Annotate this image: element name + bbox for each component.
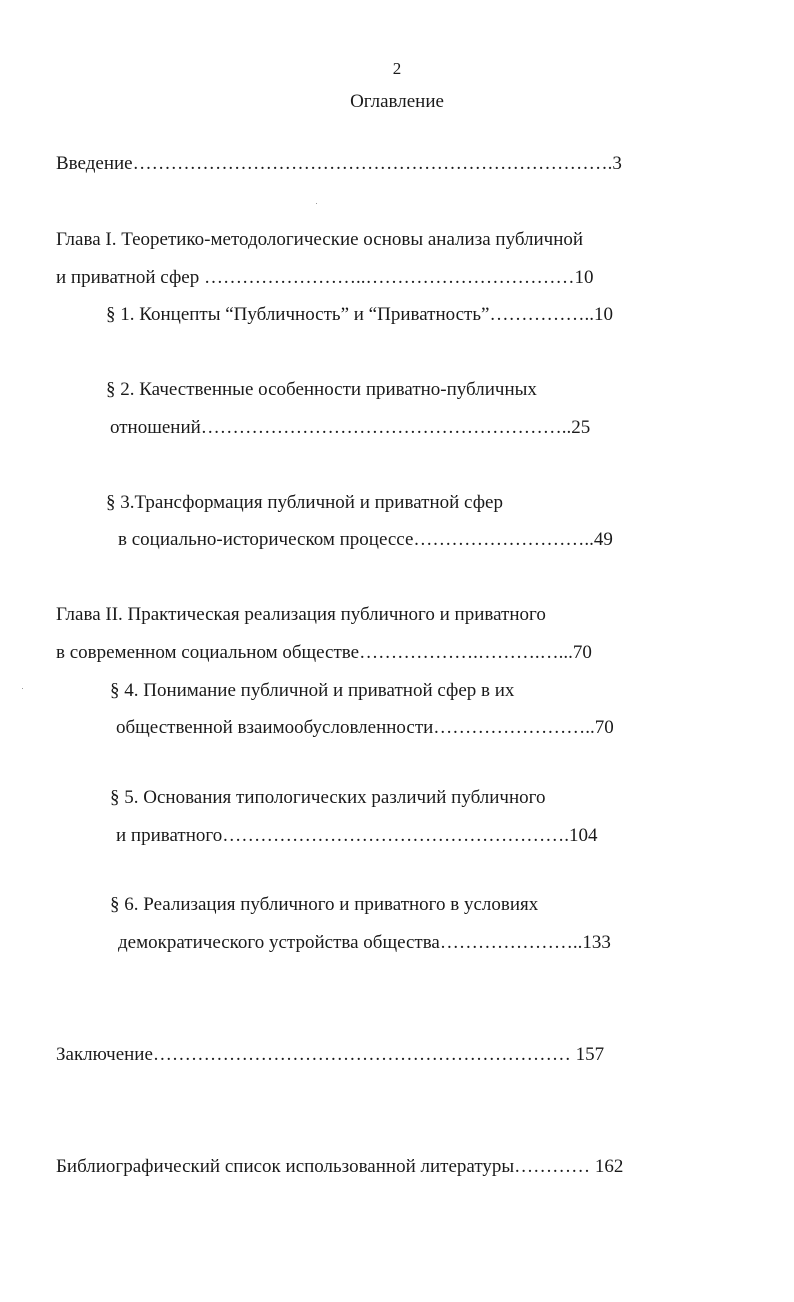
toc-entry-section-6-line-2: демократического устройства общества…………………..133	[118, 932, 611, 953]
scan-speck	[22, 688, 23, 689]
toc-entry-section-3-line-1: § 3.Трансформация публичной и приватной сфер	[106, 492, 503, 513]
toc-entry-section-5-line-2: и приватного……………………………………………….104	[116, 825, 598, 846]
toc-entry-intro: Введение………………………………………………………………….3	[56, 153, 622, 174]
page-number: 2	[392, 59, 402, 78]
toc-entry-section-5-line-1: § 5. Основания типологических различий публичного	[110, 787, 546, 808]
toc-entry-chapter-1-line-1: Глава I. Теоретико-методологические основы анализа публичной	[56, 229, 584, 250]
toc-entry-section-4-line-1: § 4. Понимание публичной и приватной сфер в их	[110, 680, 515, 701]
toc-entry-section-2-line-2: отношений…………………………………………………..25	[110, 417, 591, 438]
toc-entry-section-4-line-2: общественной взаимообусловленности……………………..70	[116, 717, 614, 738]
toc-entry-conclusion: Заключение………………………………………………………… 157	[56, 1044, 605, 1065]
toc-entry-section-1: § 1. Концепты “Публичность” и “Приватность”……………..10	[106, 304, 613, 325]
scan-speck	[316, 203, 317, 204]
toc-title: Оглавление	[350, 91, 444, 112]
toc-entry-bibliography: Библиографический список использованной литературы………… 162	[56, 1156, 624, 1177]
toc-entry-section-6-line-1: § 6. Реализация публичного и приватного в условиях	[110, 894, 539, 915]
toc-entry-chapter-1-line-2: и приватной сфер ……………………..……………………………10	[56, 267, 594, 288]
toc-entry-section-3-line-2: в социально-историческом процессе………………………..49	[118, 529, 613, 550]
toc-entry-chapter-2-line-1: Глава II. Практическая реализация публичного и приватного	[56, 604, 546, 625]
toc-entry-chapter-2-line-2: в современном социальном обществе……………….……….…...70	[56, 642, 592, 663]
toc-entry-section-2-line-1: § 2. Качественные особенности приватно-публичных	[106, 379, 537, 400]
